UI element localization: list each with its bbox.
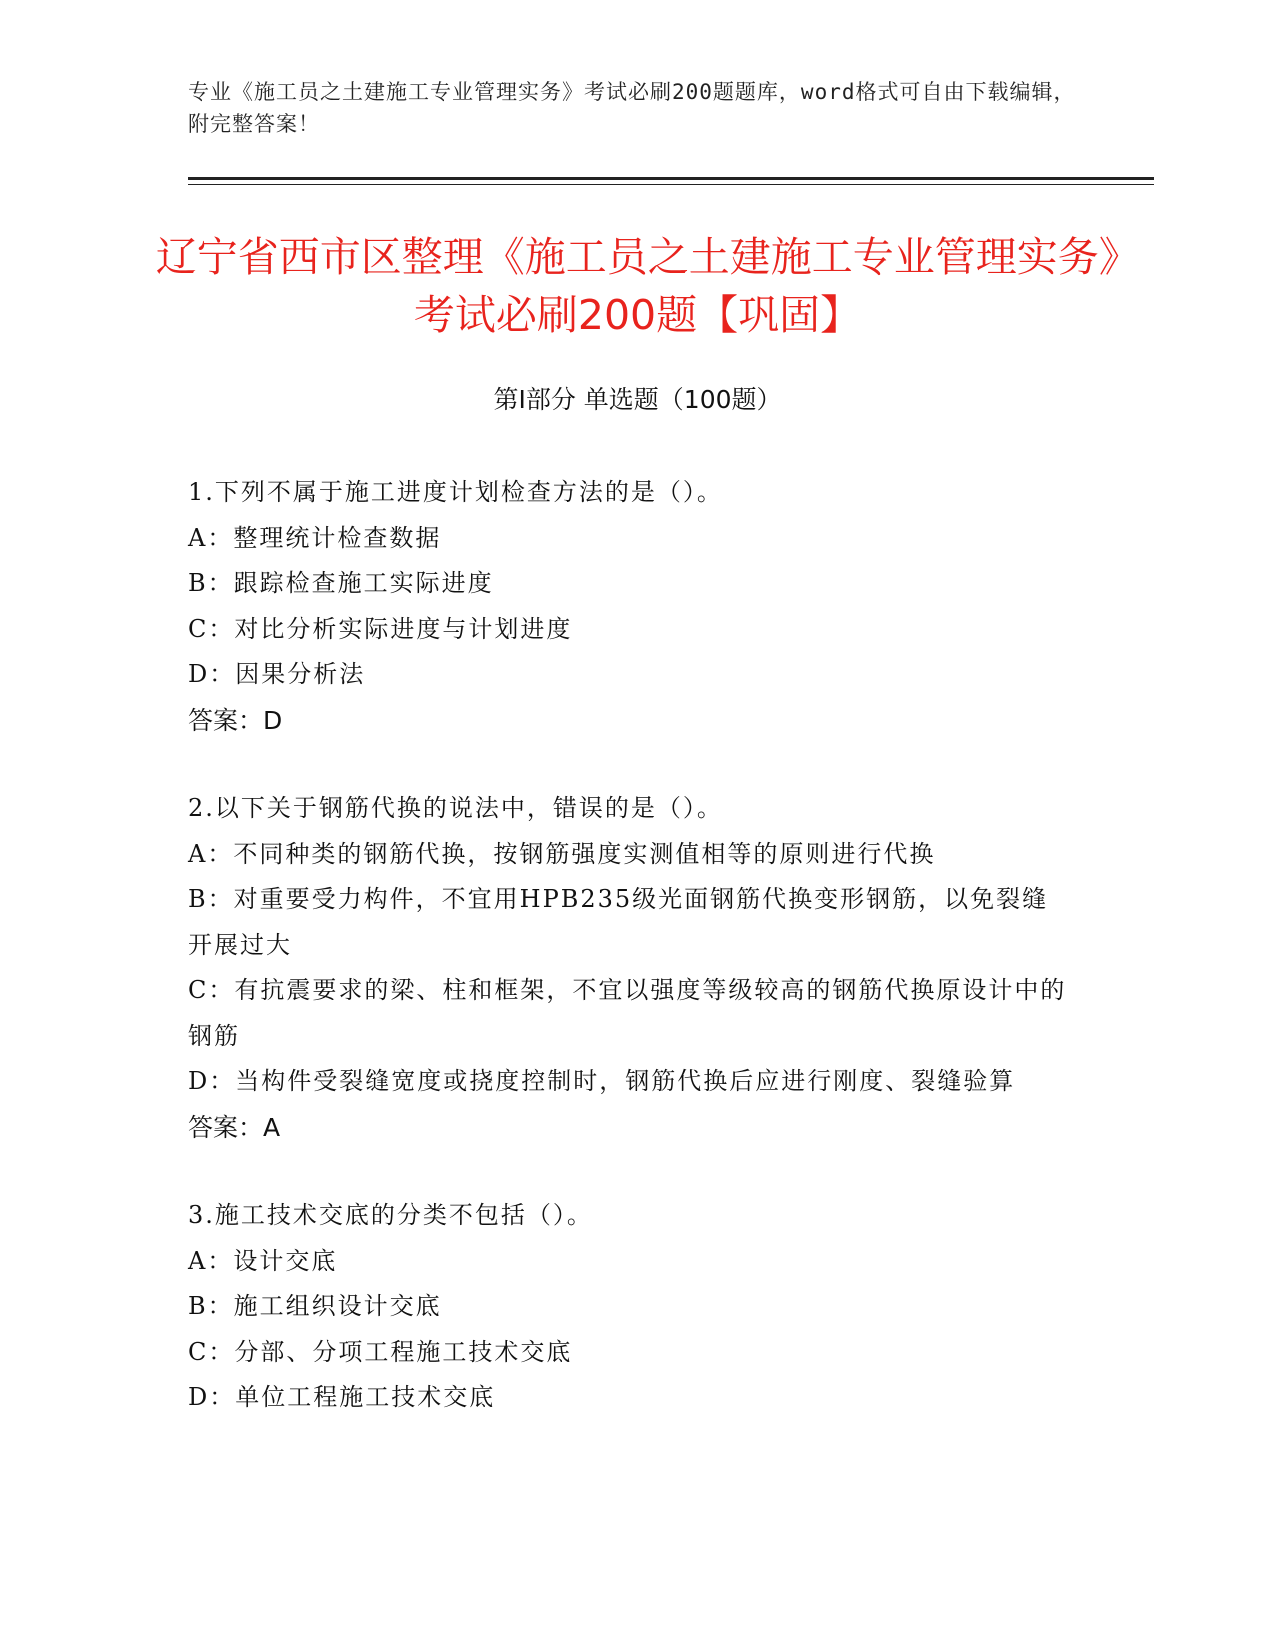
answer: 答案：A <box>188 1112 281 1142</box>
question-list <box>188 470 1068 1464</box>
document-title: 辽宁省西市区整理《施工员之土建施工专业管理实务》考试必刷200题【巩固】 <box>155 233 1120 339</box>
question-2 <box>188 786 1068 1150</box>
option-b: B：施工组织设计交底 <box>188 1292 442 1320</box>
option-c: C：有抗震要求的梁、柱和框架，不宜以强度等级较高的钢筋代换原设计中的钢筋 <box>188 976 1067 1050</box>
option-b: B：对重要受力构件，不宜用HPB235级光面钢筋代换变形钢筋，以免裂缝开展过大 <box>188 885 1049 959</box>
option-d: D：单位工程施工技术交底 <box>188 1383 496 1411</box>
option-c: C：分部、分项工程施工技术交底 <box>188 1337 573 1366</box>
option-c: C：对比分析实际进度与计划进度 <box>188 614 573 643</box>
option-d: D：因果分析法 <box>188 660 366 688</box>
question-stem: 2.以下关于钢筋代换的说法中，错误的是（）。 <box>188 794 723 822</box>
option-a: A：设计交底 <box>188 1246 338 1275</box>
header-note: 专业《施工员之土建施工专业管理实务》考试必刷200题题库，word格式可自由下载编辑，附完整答案！ <box>188 80 1076 136</box>
option-a: A：整理统计检查数据 <box>188 523 442 552</box>
question-1 <box>188 470 1068 743</box>
header-rule-thick <box>188 177 1154 180</box>
option-a: A：不同种类的钢筋代换，按钢筋强度实测值相等的原则进行代换 <box>188 839 936 868</box>
option-d: D：当构件受裂缝宽度或挠度控制时，钢筋代换后应进行刚度、裂缝验算 <box>188 1067 1016 1095</box>
section-title: 第I部分 单选题（100题） <box>493 385 782 414</box>
question-stem: 3.施工技术交底的分类不包括（）。 <box>188 1201 593 1229</box>
header-rule-thin <box>188 184 1154 185</box>
question-3 <box>188 1193 1068 1421</box>
question-stem: 1.下列不属于施工进度计划检查方法的是（）。 <box>188 478 723 506</box>
option-b: B：跟踪检查施工实际进度 <box>188 569 494 597</box>
answer: 答案：D <box>188 705 283 735</box>
